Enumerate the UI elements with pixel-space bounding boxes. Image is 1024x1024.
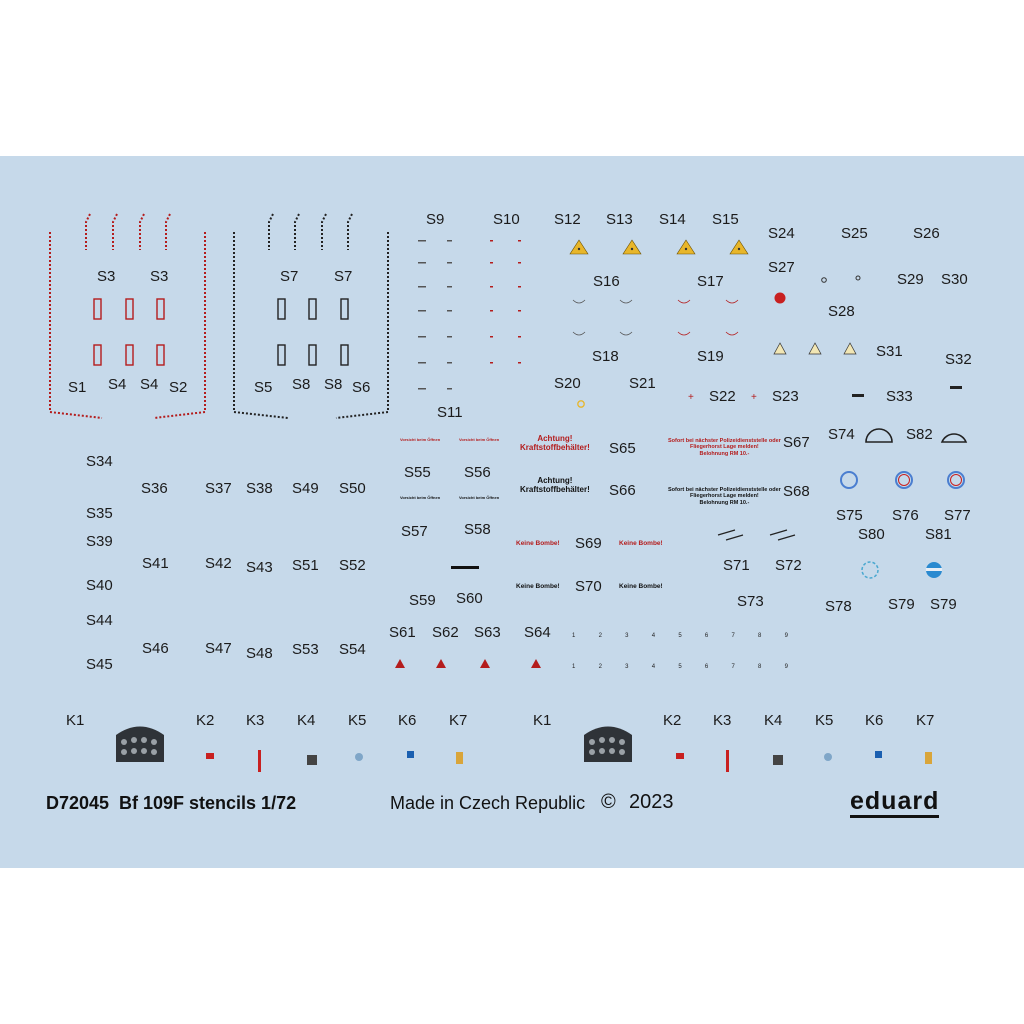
s23-cross: + bbox=[751, 392, 757, 403]
label-k1: K1 bbox=[66, 712, 85, 729]
label-s7: S7 bbox=[334, 268, 353, 285]
label-s9: S9 bbox=[426, 211, 445, 228]
label-s69: S69 bbox=[575, 535, 602, 552]
label-s48: S48 bbox=[246, 645, 273, 662]
label-s12: S12 bbox=[554, 211, 581, 228]
label-s17: S17 bbox=[697, 273, 724, 290]
label-s25: S25 bbox=[841, 225, 868, 242]
product-title: Bf 109F stencils 1/72 bbox=[119, 793, 297, 813]
label-s8: S8 bbox=[292, 376, 311, 393]
label-s56: S56 bbox=[464, 464, 491, 481]
achtung-stencil-black: Achtung! Kraftstoffbehälter! bbox=[520, 476, 590, 495]
label-s42: S42 bbox=[205, 555, 232, 572]
label-s16: S16 bbox=[593, 273, 620, 290]
vorsicht-stencil: Vorsicht beim Öffnen bbox=[400, 495, 441, 500]
vorsicht-stencil: Vorsicht beim Öffnen bbox=[400, 437, 441, 442]
label-s74: S74 bbox=[828, 426, 855, 443]
label-s70: S70 bbox=[575, 578, 602, 595]
label-s66: S66 bbox=[609, 482, 636, 499]
label-s62: S62 bbox=[432, 624, 459, 641]
s20-ring bbox=[578, 401, 584, 407]
label-s52: S52 bbox=[339, 557, 366, 574]
copyright-symbol: © bbox=[601, 791, 616, 813]
label-s4: S4 bbox=[108, 376, 127, 393]
label-s54: S54 bbox=[339, 641, 366, 658]
label-s75: S75 bbox=[836, 507, 863, 524]
label-s82: S82 bbox=[906, 426, 933, 443]
label-s68: S68 bbox=[783, 483, 810, 500]
label-s32: S32 bbox=[945, 351, 972, 368]
label-s22: S22 bbox=[709, 388, 736, 405]
label-s81: S81 bbox=[925, 526, 952, 543]
label-s29: S29 bbox=[897, 271, 924, 288]
label-k2: K2 bbox=[663, 712, 682, 729]
roundel-markings bbox=[841, 472, 964, 488]
red-rect-markings bbox=[94, 299, 164, 365]
label-s3: S3 bbox=[97, 268, 116, 285]
label-s60: S60 bbox=[456, 590, 483, 607]
label-s64: S64 bbox=[524, 624, 551, 641]
s61-s64-triangles bbox=[395, 659, 541, 668]
s80-dial bbox=[862, 562, 878, 578]
label-k7: K7 bbox=[916, 712, 935, 729]
label-s58: S58 bbox=[464, 521, 491, 538]
label-s79: S79 bbox=[930, 596, 957, 613]
label-s20: S20 bbox=[554, 375, 581, 392]
label-s4: S4 bbox=[140, 376, 159, 393]
label-s36: S36 bbox=[141, 480, 168, 497]
s28-circles bbox=[822, 276, 860, 282]
keine-bombe-stencil: Keine Bombe! bbox=[516, 540, 560, 547]
label-s33: S33 bbox=[886, 388, 913, 405]
small-panel-stencils-red bbox=[678, 300, 738, 335]
number-stencils-row: 1 2 3 4 5 6 7 8 9 bbox=[572, 633, 788, 639]
label-s6: S6 bbox=[352, 379, 371, 396]
label-s34: S34 bbox=[86, 453, 113, 470]
label-k4: K4 bbox=[297, 712, 316, 729]
label-s37: S37 bbox=[205, 480, 232, 497]
label-s50: S50 bbox=[339, 480, 366, 497]
label-s44: S44 bbox=[86, 612, 113, 629]
label-s80: S80 bbox=[858, 526, 885, 543]
label-s23: S23 bbox=[772, 388, 799, 405]
label-k5: K5 bbox=[348, 712, 367, 729]
label-s38: S38 bbox=[246, 480, 273, 497]
label-s76: S76 bbox=[892, 507, 919, 524]
k1-instrument-panel-right bbox=[584, 727, 632, 763]
label-s45: S45 bbox=[86, 656, 113, 673]
label-s71: S71 bbox=[723, 557, 750, 574]
label-s14: S14 bbox=[659, 211, 686, 228]
black-rect-markings bbox=[278, 299, 348, 365]
label-k5: K5 bbox=[815, 712, 834, 729]
label-k3: K3 bbox=[246, 712, 265, 729]
s9-tiny-stencils bbox=[418, 240, 452, 390]
label-s15: S15 bbox=[712, 211, 739, 228]
label-s65: S65 bbox=[609, 440, 636, 457]
label-s31: S31 bbox=[876, 343, 903, 360]
label-s10: S10 bbox=[493, 211, 520, 228]
label-s27: S27 bbox=[768, 259, 795, 276]
label-s73: S73 bbox=[737, 593, 764, 610]
vorsicht-stencil: Vorsicht beim Öffnen bbox=[459, 437, 500, 442]
label-s19: S19 bbox=[697, 348, 724, 365]
label-k6: K6 bbox=[865, 712, 884, 729]
label-s41: S41 bbox=[142, 555, 169, 572]
label-s1: S1 bbox=[68, 379, 87, 396]
label-s8: S8 bbox=[324, 376, 343, 393]
k1-instrument-panel-left bbox=[116, 727, 164, 763]
label-s39: S39 bbox=[86, 533, 113, 550]
label-s24: S24 bbox=[768, 225, 795, 242]
s31-triangles bbox=[774, 343, 856, 354]
label-s67: S67 bbox=[783, 434, 810, 451]
keine-bombe-stencil: Keine Bombe! bbox=[516, 583, 560, 590]
eduard-logo: eduard bbox=[850, 789, 939, 818]
label-s72: S72 bbox=[775, 557, 802, 574]
label-s5: S5 bbox=[254, 379, 273, 396]
fuel-warning-triangles bbox=[570, 240, 748, 254]
small-panel-stencils bbox=[573, 300, 632, 335]
vorsicht-stencil: Vorsicht beim Öffnen bbox=[459, 495, 500, 500]
label-s47: S47 bbox=[205, 640, 232, 657]
label-s26: S26 bbox=[913, 225, 940, 242]
label-s59: S59 bbox=[409, 592, 436, 609]
label-s28: S28 bbox=[828, 303, 855, 320]
k-small-items-left bbox=[206, 750, 463, 772]
origin-text: Made in Czech Republic bbox=[390, 793, 586, 813]
triangle-marks bbox=[578, 248, 740, 250]
label-s57: S57 bbox=[401, 523, 428, 540]
label-k3: K3 bbox=[713, 712, 732, 729]
label-s2: S2 bbox=[169, 379, 188, 396]
keine-bombe-stencil: Keine Bombe! bbox=[619, 583, 663, 590]
label-s40: S40 bbox=[86, 577, 113, 594]
s60-bar bbox=[451, 566, 479, 569]
label-s46: S46 bbox=[142, 640, 169, 657]
achtung-stencil-red: Achtung! Kraftstoffbehälter! bbox=[520, 434, 590, 453]
s81-band bbox=[926, 568, 942, 571]
label-k7: K7 bbox=[449, 712, 468, 729]
label-s18: S18 bbox=[592, 348, 619, 365]
k-small-items-right bbox=[676, 750, 932, 772]
label-s3: S3 bbox=[150, 268, 169, 285]
s33-bar bbox=[852, 394, 864, 397]
label-s53: S53 bbox=[292, 641, 319, 658]
sofort-stencil-black: Sofort bei nächster Polizeidienststelle oder Fliegerhorst Lage melden! Belohnung RM 10.- bbox=[668, 487, 781, 506]
label-s11: S11 bbox=[437, 404, 463, 421]
label-s78: S78 bbox=[825, 598, 852, 615]
keine-bombe-stencil: Keine Bombe! bbox=[619, 540, 663, 547]
label-s35: S35 bbox=[86, 505, 113, 522]
label-s61: S61 bbox=[389, 624, 416, 641]
label-s49: S49 bbox=[292, 480, 319, 497]
label-s7: S7 bbox=[280, 268, 299, 285]
label-k1: K1 bbox=[533, 712, 552, 729]
slanted-stencils bbox=[718, 530, 795, 540]
number-stencils-row: 1 2 3 4 5 6 7 8 9 bbox=[572, 664, 788, 670]
label-s63: S63 bbox=[474, 624, 501, 641]
label-s21: S21 bbox=[629, 375, 656, 392]
s32-bar bbox=[950, 386, 962, 389]
label-s55: S55 bbox=[404, 464, 431, 481]
copyright-year: 2023 bbox=[629, 791, 674, 813]
label-k4: K4 bbox=[764, 712, 783, 729]
product-code: D72045 bbox=[46, 793, 110, 813]
label-s43: S43 bbox=[246, 559, 273, 576]
s10-tiny-stencils bbox=[490, 240, 521, 364]
label-s79: S79 bbox=[888, 596, 915, 613]
label-k6: K6 bbox=[398, 712, 417, 729]
label-s77: S77 bbox=[944, 507, 971, 524]
label-k2: K2 bbox=[196, 712, 215, 729]
label-s30: S30 bbox=[941, 271, 968, 288]
sofort-stencil-red: Sofort bei nächster Polizeidienststelle oder Fliegerhorst Lage melden! Belohnung RM 10.- bbox=[668, 438, 781, 457]
s22-cross: + bbox=[688, 392, 694, 403]
s27-red-dot bbox=[775, 293, 786, 304]
label-s13: S13 bbox=[606, 211, 633, 228]
label-s51: S51 bbox=[292, 557, 319, 574]
